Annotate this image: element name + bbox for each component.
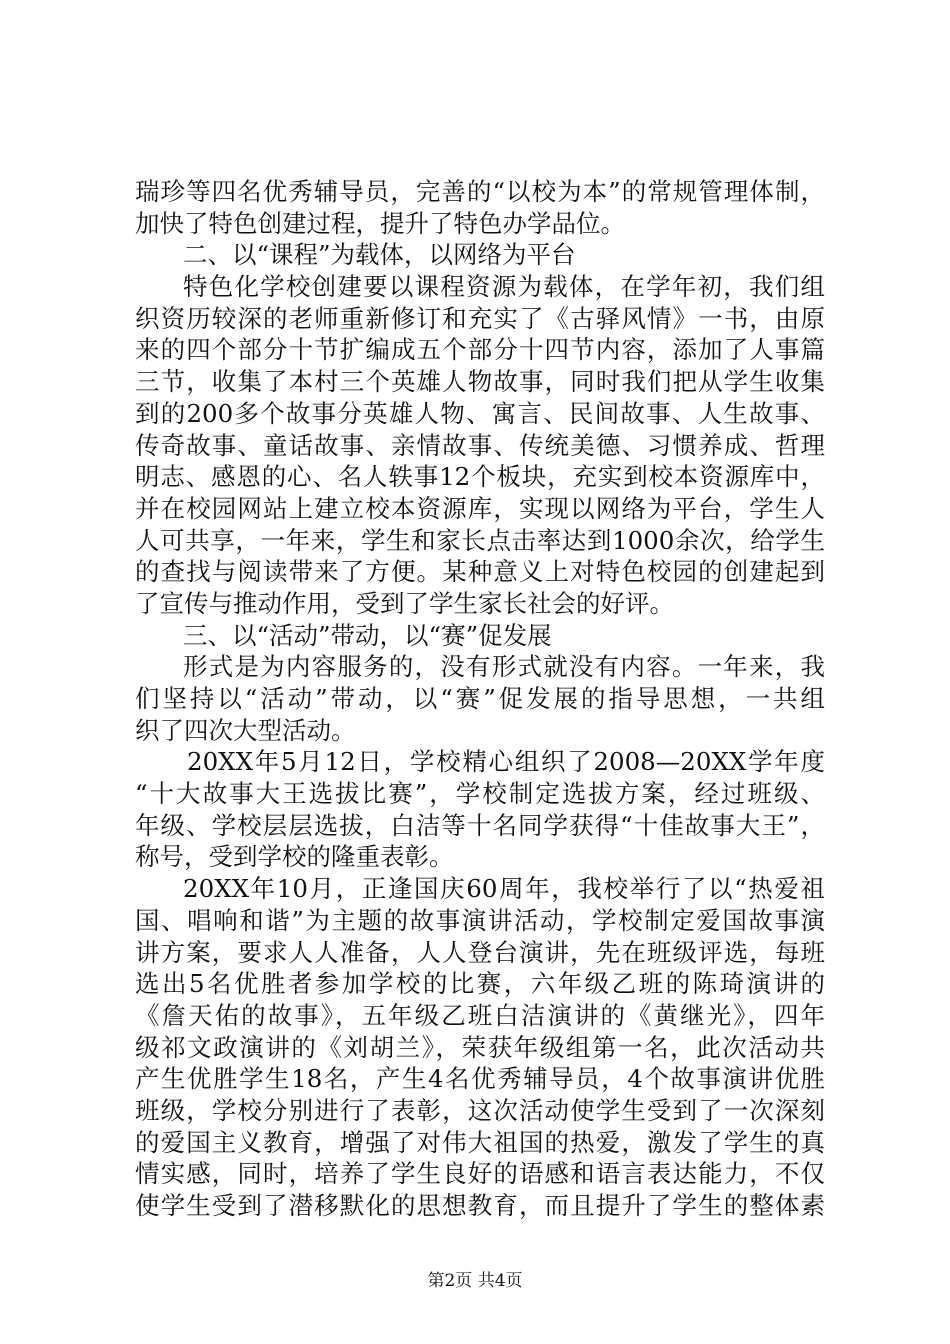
text-line: 三节，收集了本村三个英雄人物故事，同时我们把从学生收集 [135, 367, 825, 397]
text-line: 《詹天佑的故事》，五年级乙班白洁演讲的《黄继光》，四年 [135, 1000, 825, 1030]
text-line: 了宣传与推动作用，受到了学生家长社会的好评。 [135, 588, 674, 618]
text-line: 选出5名优胜者参加学校的比赛，六年级乙班的陈琦演讲的 [135, 969, 825, 999]
text-line: 传奇故事、童话故事、亲情故事、传统美德、习惯养成、哲理 [135, 430, 825, 460]
text-line: 级祁文政演讲的《刘胡兰》，荣获年级组第一名，此次活动共 [135, 1032, 825, 1062]
text-line: 们坚持以“活动”带动，以“赛”促发展的指导思想，一共组 [135, 684, 825, 713]
text-line: 20XX年5月12日，学校精心组织了2008—20XX学年度 [187, 747, 825, 777]
text-line: 国、唱响和谐”为主题的故事演讲活动，学校制定爱国故事演 [135, 905, 825, 935]
document-body [135, 176, 825, 1222]
text-line: 称号，受到学校的隆重表彰。 [135, 842, 454, 872]
text-line: 织了四次大型活动。 [135, 715, 356, 745]
text-line: “十大故事大王选拔比赛”，学校制定选拔方案，经过班级、 [135, 779, 825, 809]
text-line: 到的200多个故事分英雄人物、寓言、民间故事、人生故事、 [135, 398, 825, 428]
text-line: 的爱国主义教育，增强了对伟大祖国的热爱，激发了学生的真 [135, 1127, 825, 1157]
text-line: 加快了特色创建过程，提升了特色办学品位。 [135, 208, 625, 238]
text-line: 情实感，同时，培养了学生良好的语感和语言表达能力，不仅 [135, 1159, 825, 1189]
section-heading: 二、以“课程”为载体，以网络为平台 [183, 240, 576, 270]
text-line: 并在校园网站上建立校本资源库，实现以网络为平台，学生人 [135, 493, 825, 523]
section-heading: 三、以“活动”带动，以“赛”促发展 [183, 620, 552, 650]
text-line: 产生优胜学生18名，产生4名优秀辅导员，4个故事演讲优胜 [135, 1064, 825, 1094]
text-line: 班级，学校分别进行了表彰，这次活动使学生受到了一次深刻 [135, 1095, 825, 1125]
text-line: 20XX年10月，正逢国庆60周年，我校举行了以“热爱祖 [183, 874, 825, 904]
text-line: 瑞珍等四名优秀辅导员，完善的“以校为本”的常规管理体制， [135, 177, 825, 206]
page-number-footer: 第2页 共4页 [427, 1271, 523, 1291]
text-line: 使学生受到了潜移默化的思想教育，而且提升了学生的整体素 [135, 1191, 825, 1220]
text-line: 织资历较深的老师重新修订和充实了《古驿风情》一书，由原 [135, 303, 825, 333]
text-line: 特色化学校创建要以课程资源为载体，在学年初，我们组 [183, 272, 825, 302]
text-line: 讲方案，要求人人准备，人人登台演讲，先在班级评选，每班 [135, 937, 825, 967]
text-line: 形式是为内容服务的，没有形式就没有内容。一年来，我 [183, 652, 825, 682]
text-line: 年级、学校层层选拔，白洁等十名同学获得“十佳故事大王”， [135, 810, 825, 840]
text-line: 明志、感恩的心、名人轶事12个板块，充实到校本资源库中， [135, 462, 825, 492]
text-line: 来的四个部分十节扩编成五个部分十四节内容，添加了人事篇 [135, 335, 825, 365]
text-line: 的查找与阅读带来了方便。某种意义上对特色校园的创建起到 [135, 557, 825, 587]
text-line: 人可共享，一年来，学生和家长点击率达到1000余次，给学生 [135, 525, 825, 555]
